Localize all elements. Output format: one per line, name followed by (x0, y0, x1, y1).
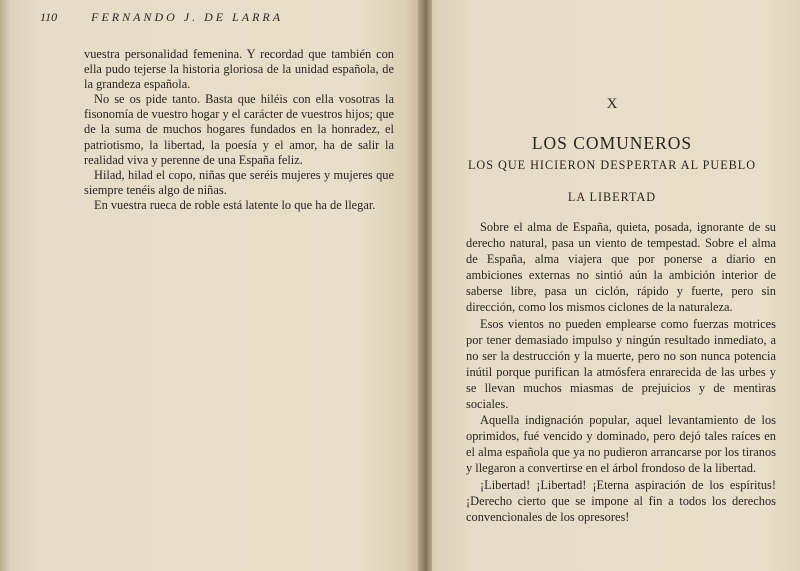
paragraph: Esos vientos no pueden emplearse como fuerzas motrices por tener demasiado impulso y ningún resultado inmediato, a no ser la destrucción y la muerte, pero no son nunca potencia inútil porque purifican la atmósfera enrarecida de las urbes y se llevan muchos miasmas de prejuicios y de mentiras sociales. (466, 316, 776, 412)
paragraph: Aquella indignación popular, aquel levantamiento de los oprimidos, fué vencido y dominado, pero dejó tales raíces en el alma española que ya no pudieron arrancarse por los tiranos y llegaron a convertirse en el árbol frondoso de la libertad. (466, 413, 776, 476)
book-gutter (418, 0, 432, 571)
section-title: LA LIBERTAD (567, 190, 657, 204)
paragraph: En vuestra rueca de roble está latente lo que ha de llegar. (94, 197, 376, 212)
paragraph: vuestra personalidad femenina. Y recordad que también con ella pudo tejerse la historia gloriosa de la unidad española, de la grandeza española. (84, 47, 394, 92)
chapter-subtitle: LOS QUE HICIERON DESPERTAR AL PUEBLO (467, 158, 757, 172)
right-body-text (466, 219, 776, 525)
author-name: FERNANDO J. DE LARRA (91, 10, 284, 24)
running-head (40, 10, 384, 25)
page-number: 110 (40, 10, 58, 24)
paragraph: Sobre el alma de España, quieta, posada, ignorante de su derecho natural, pasa un viento de tempestad. Sobre el alma de España, alma viajera que por ponerse a diario en ambiciones externas no sintió aún la ambición interior de saberse libre, pasa un ciclón, rápido y fuerte, pero sin dirección, como los mismos ciclones de la naturaleza. (466, 220, 776, 315)
left-body-text (84, 47, 394, 213)
paragraph: Hilad, hilad el copo, niñas que seréis mujeres y mujeres que siempre tenéis algo de niñas. (84, 167, 394, 197)
chapter-title: LOS COMUNEROS (531, 133, 693, 153)
paragraph: No se os pide tanto. Basta que hiléis con ella vosotras la fisonomía de vuestro hogar y el carácter de vuestros hijos; que de la suma de muchos hogares fundados en la honradez, el patriotismo, la libertad, la poesía y el amor, ha de salir la realidad viva y perenne de una España feliz. (84, 92, 394, 167)
paragraph: ¡Libertad! ¡Libertad! ¡Eterna aspiración de los espíritus! ¡Derecho cierto que se impone al fin a todos los derechos convencionales de los opresores! (466, 477, 776, 524)
chapter-number: X (606, 96, 618, 112)
